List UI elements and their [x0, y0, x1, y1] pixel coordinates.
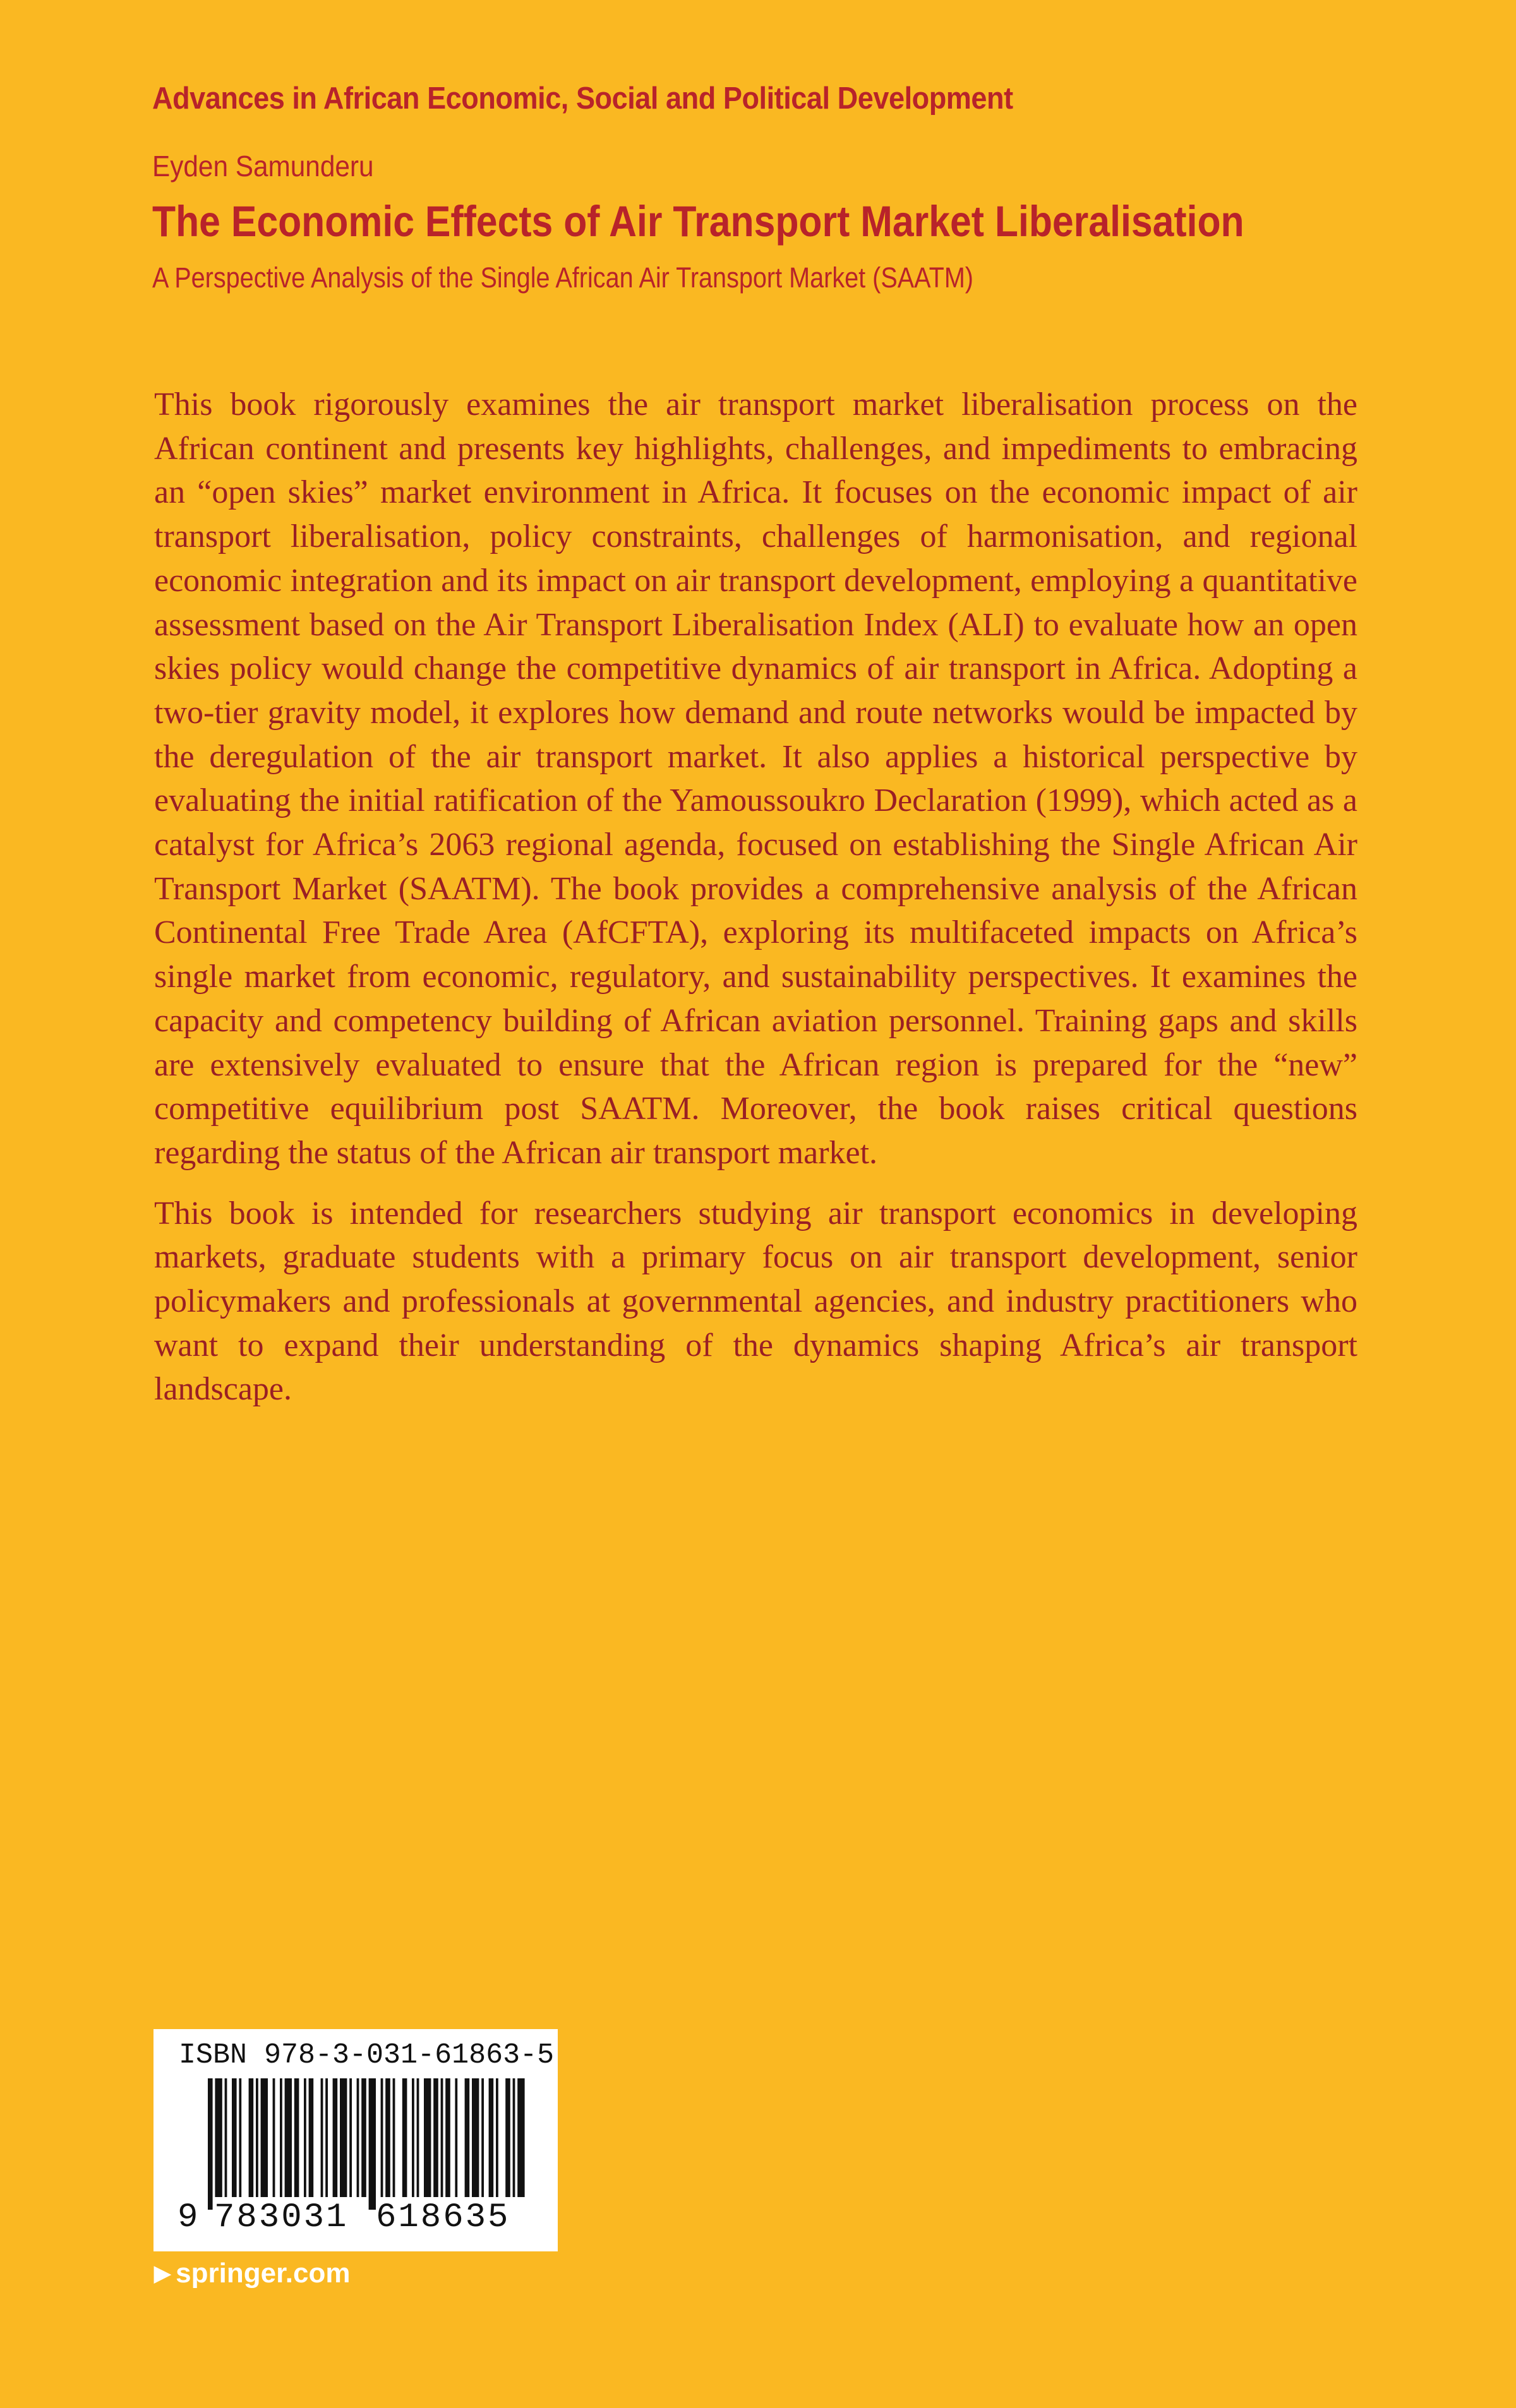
barcode-bar [412, 2078, 414, 2197]
book-subtitle: A Perspective Analysis of the Single African Air Transport Market (SAATM) [152, 261, 973, 294]
springer-link[interactable] [154, 2258, 350, 2289]
barcode-bar [340, 2078, 347, 2197]
barcode-bar [393, 2078, 395, 2197]
barcode-bar [249, 2078, 254, 2197]
barcode-bar [505, 2078, 510, 2197]
barcode-digits-left: 783031 [214, 2198, 349, 2237]
barcode-bar [309, 2078, 314, 2197]
author-name: Eyden Samunderu [152, 150, 374, 183]
barcode-bar [455, 2078, 457, 2197]
barcode-bar [321, 2078, 323, 2197]
barcode-bar [215, 2078, 222, 2197]
barcode-bar [441, 2078, 443, 2197]
barcode-bar [481, 2078, 484, 2197]
barcode-bar [349, 2078, 352, 2197]
barcode-bar [208, 2078, 213, 2210]
barcode-bar [424, 2078, 431, 2197]
springer-link-text: springer.com [176, 2258, 351, 2289]
barcode-bar [489, 2078, 494, 2197]
barcode-digit-first: 9 [177, 2198, 198, 2237]
barcode-bar [465, 2078, 470, 2197]
barcode-bar [433, 2078, 438, 2197]
barcode-bar [294, 2078, 299, 2197]
isbn-barcode [153, 2029, 558, 2251]
barcode-bar [369, 2078, 376, 2210]
barcode-bar [381, 2078, 383, 2197]
barcode-bar [496, 2078, 498, 2197]
barcode-bar [513, 2078, 515, 2197]
barcode-bar [285, 2078, 292, 2197]
play-arrow-icon: ▶ [154, 2261, 171, 2285]
barcode-bar [402, 2078, 407, 2197]
barcode-bar [273, 2078, 275, 2197]
barcode-bar [417, 2078, 419, 2197]
barcode-bar [261, 2078, 268, 2197]
barcode-digits-right: 618635 [376, 2198, 510, 2237]
description-paragraph: This book rigorously examines the air transport market liberalisation process on the African continent and presents key highlights, challenges, and impediments to embracing an “open skies” market environment in Africa. It focuses on the economic impact of air transport liberalisation, policy constraints, challenges of harmonisation, and regional economic integration and its impact on air transport development, employing a quantitative assessment based on the Air Transport Liberalisation Index (ALI) to evaluate how an open skies policy would change the competitive dynamics of air transport in Africa. Adopting a two-tier gravity model, it explores how demand and route networks would be impacted by the deregulation of the air transport market. It also applies a historical perspective by evaluating the initial ratification of the Yamoussoukro Declaration (1999), which acted as a catalyst for Africa’s 2063 regional agenda, focused on establishing the Single African Air Transport Market (SAATM). The book provides a comprehensive analysis of the African Continental Free Trade Area (AfCFTA), exploring its multifaceted impacts on Africa’s single market from economic, regulatory, and sustainability perspectives. It examines the capacity and competency building of African aviation personnel. Training gaps and skills are extensively evaluated to ensure that the African region is prepared for the “new” competitive equilibrium post SAATM. Moreover, the book raises critical questions regarding the status of the African air transport market. [154, 386, 1357, 1171]
barcode-bar [517, 2078, 524, 2197]
barcode-bar [232, 2078, 237, 2197]
barcode-bar [239, 2078, 241, 2197]
barcode-bar [256, 2078, 258, 2197]
barcode-bar [304, 2078, 306, 2197]
description-paragraph: This book is intended for researchers studying air transport economics in developing markets, graduate students with a primary focus on air transport development, senior policymakers and professionals at governmental agencies, and industry practitioners who want to expand their understanding of the dynamics shaping Africa’s air transport landscape. [154, 1195, 1357, 1408]
barcode-bar [225, 2078, 227, 2197]
barcode-bar [472, 2078, 479, 2197]
barcode-bar [445, 2078, 450, 2197]
barcode-bar [280, 2078, 282, 2197]
book-title: The Economic Effects of Air Transport Market Liberalisation [152, 197, 1244, 246]
barcode-bar [361, 2078, 366, 2197]
barcode-bar [357, 2078, 359, 2197]
series-title: Advances in African Economic, Social and Political Development [152, 81, 1013, 116]
barcode-bar [325, 2078, 328, 2197]
isbn-label: ISBN 978-3-031-61863-5 [179, 2039, 555, 2071]
barcode-bar [333, 2078, 338, 2197]
barcode-bar [385, 2078, 390, 2197]
book-description [154, 383, 1357, 1411]
